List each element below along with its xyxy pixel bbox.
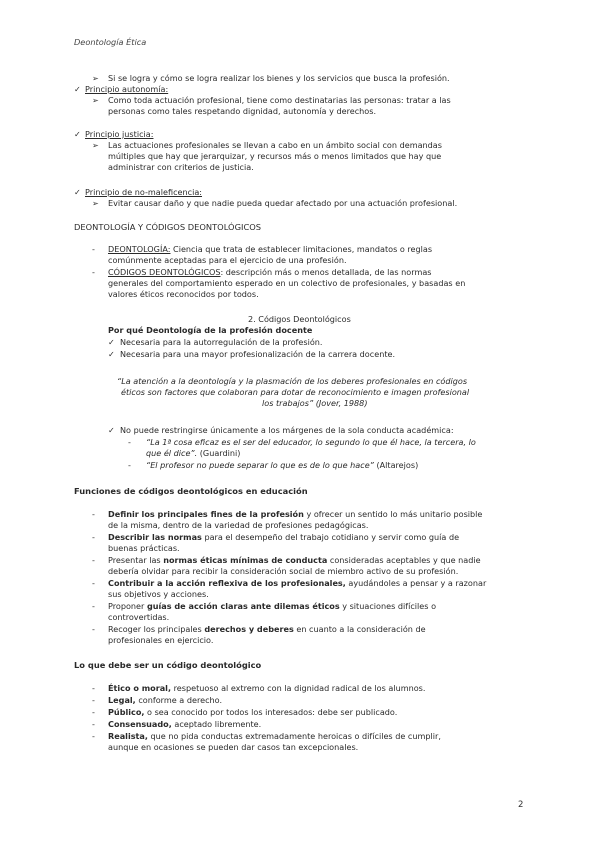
item-text: Recoger los principales bbox=[108, 624, 205, 634]
text-line: múltiples que hay que jerarquizar, y recursos más o menos limitados que hay que bbox=[108, 151, 442, 161]
definition-line bbox=[108, 267, 432, 278]
check-icon: ✓ bbox=[108, 349, 115, 359]
item-text: aceptado libremente. bbox=[171, 719, 262, 729]
text-line: Necesaria para la autorregulación de la profesión. bbox=[120, 337, 323, 347]
item-text: Proponer bbox=[108, 601, 147, 611]
dash-bullet-icon: - bbox=[128, 437, 131, 447]
dash-bullet-icon: - bbox=[92, 719, 95, 729]
list-item bbox=[108, 555, 481, 566]
item-text: ayudándoles a pensar y a razonar bbox=[345, 578, 487, 588]
check-icon: ✓ bbox=[74, 129, 81, 139]
citation-text: que él dice”. bbox=[146, 448, 198, 458]
text-line: buenas prácticas. bbox=[108, 543, 180, 553]
list-item bbox=[108, 624, 426, 635]
dash-bullet-icon: - bbox=[92, 578, 95, 588]
bold-text: normas éticas mínimas de conducta bbox=[163, 555, 328, 565]
item-text: y ofrecer un sentido lo más unitario posible bbox=[303, 509, 483, 519]
bold-text: Contribuir a la acción reflexiva de los profesionales, bbox=[108, 578, 346, 588]
subheading: Por qué Deontología de la profesión docente bbox=[108, 325, 313, 335]
check-icon: ✓ bbox=[108, 337, 115, 347]
citation-author: (Guardini) bbox=[197, 448, 241, 458]
principle-title: Principio autonomía: bbox=[85, 84, 169, 94]
definition-text: : descripción más o menos detallada, de las normas bbox=[220, 267, 432, 277]
page-header: Deontología Ética bbox=[74, 37, 147, 47]
dash-bullet-icon: - bbox=[92, 267, 95, 277]
check-icon: ✓ bbox=[108, 425, 115, 435]
bold-text: Realista, bbox=[108, 731, 148, 741]
text-line: Las actuaciones profesionales se llevan a cabo en un ámbito social con demandas bbox=[108, 140, 442, 150]
principle-title: Principio justicia: bbox=[85, 129, 154, 139]
bold-text: Público, bbox=[108, 707, 145, 717]
dash-bullet-icon: - bbox=[92, 244, 95, 254]
item-text: consideradas aceptables y que nadie bbox=[327, 555, 481, 565]
page-number: 2 bbox=[518, 800, 524, 810]
text-line: personas como tales respetando dignidad, autonomía y derechos. bbox=[108, 106, 377, 116]
text-line: valores éticos reconocidos por todos. bbox=[108, 289, 259, 299]
arrow-bullet-icon: ➢ bbox=[92, 73, 99, 83]
list-item bbox=[108, 707, 397, 718]
bold-text: Describir las normas bbox=[108, 532, 202, 542]
quote-line: los trabajos” (Jover, 1988) bbox=[262, 398, 368, 408]
definition-line bbox=[108, 244, 432, 255]
arrow-bullet-icon: ➢ bbox=[92, 140, 99, 150]
item-text: Presentar las bbox=[108, 555, 164, 565]
list-item bbox=[108, 695, 222, 706]
text-line: debería olvidar para recibir la consideración social de miembro activo de su profesión. bbox=[108, 566, 459, 576]
list-item bbox=[108, 731, 441, 742]
term: CÓDIGOS DEONTOLÓGICOS bbox=[108, 267, 221, 277]
citation-text: “El profesor no puede separar lo que es de lo que hace” bbox=[146, 460, 374, 470]
text-line: administrar con criterios de justicia. bbox=[108, 162, 254, 172]
quote-line: “La atención a la deontología y la plasmación de los deberes profesionales en códigos bbox=[117, 376, 468, 386]
dash-bullet-icon: - bbox=[92, 555, 95, 565]
item-text: en cuanto a la consideración de bbox=[293, 624, 426, 634]
bold-text: Legal, bbox=[108, 695, 136, 705]
text-line: controvertidas. bbox=[108, 612, 170, 622]
list-item bbox=[108, 601, 436, 612]
dash-bullet-icon: - bbox=[92, 707, 95, 717]
text-line: sus objetivos y acciones. bbox=[108, 589, 209, 599]
arrow-bullet-icon: ➢ bbox=[92, 95, 99, 105]
check-icon: ✓ bbox=[74, 84, 81, 94]
bold-text: Definir los principales fines de la profesión bbox=[108, 509, 304, 519]
text-line: Si se logra y cómo se logra realizar los bienes y los servicios que busca la profesión. bbox=[108, 73, 450, 83]
list-item bbox=[108, 509, 482, 520]
list-item bbox=[108, 578, 486, 589]
check-icon: ✓ bbox=[74, 187, 81, 197]
citation-author: (Altarejos) bbox=[373, 460, 419, 470]
text-line: comúnmente aceptadas para el ejercicio de una profesión. bbox=[108, 255, 347, 265]
quote-line: éticos son factores que colaboran para dotar de reconocimiento e imagen profesional bbox=[121, 387, 470, 397]
item-text: o sea conocido por todos los interesados: debe ser publicado. bbox=[144, 707, 398, 717]
item-text: respetuoso al extremo con la dignidad radical de los alumnos. bbox=[171, 683, 426, 693]
text-line: Como toda actuación profesional, tiene como destinatarias las personas: tratar a las bbox=[108, 95, 451, 105]
text-line: No puede restringirse únicamente a los márgenes de la sola conducta académica: bbox=[120, 425, 454, 435]
list-item bbox=[108, 683, 425, 694]
list-item bbox=[108, 532, 459, 543]
text-line: generales del comportamiento esperado en un colectivo de profesionales, y basadas en bbox=[108, 278, 466, 288]
section-title: Funciones de códigos deontológicos en educación bbox=[74, 486, 308, 496]
item-text: y situaciones difíciles o bbox=[339, 601, 437, 611]
arrow-bullet-icon: ➢ bbox=[92, 198, 99, 208]
item-text: para el desempeño del trabajo cotidiano y servir como guía de bbox=[201, 532, 460, 542]
dash-bullet-icon: - bbox=[128, 460, 131, 470]
dash-bullet-icon: - bbox=[92, 731, 95, 741]
item-text: conforme a derecho. bbox=[135, 695, 223, 705]
subsection-heading: 2. Códigos Deontológicos bbox=[248, 314, 351, 324]
dash-bullet-icon: - bbox=[92, 624, 95, 634]
definition-text: Ciencia que trata de establecer limitaciones, mandatos o reglas bbox=[170, 244, 433, 254]
section-title: DEONTOLOGÍA Y CÓDIGOS DEONTOLÓGICOS bbox=[74, 222, 262, 232]
citation-line: “La 1ª cosa eficaz es el ser del educador, lo segundo lo que él hace, la tercera, lo bbox=[146, 437, 476, 447]
dash-bullet-icon: - bbox=[92, 532, 95, 542]
bold-text: derechos y deberes bbox=[204, 624, 294, 634]
section-title: Lo que debe ser un código deontológico bbox=[74, 660, 262, 670]
bold-text: guías de acción claras ante dilemas éticos bbox=[146, 601, 340, 611]
list-item bbox=[108, 719, 261, 730]
bold-text: Ético o moral, bbox=[108, 683, 172, 693]
dash-bullet-icon: - bbox=[92, 601, 95, 611]
text-line: de la misma, dentro de la variedad de profesiones pedagógicas. bbox=[108, 520, 369, 530]
text-line: Necesaria para una mayor profesionalización de la carrera docente. bbox=[120, 349, 396, 359]
dash-bullet-icon: - bbox=[92, 509, 95, 519]
bold-text: Consensuado, bbox=[108, 719, 172, 729]
dash-bullet-icon: - bbox=[92, 683, 95, 693]
text-line: profesionales en ejercicio. bbox=[108, 635, 214, 645]
dash-bullet-icon: - bbox=[92, 695, 95, 705]
text-line: aunque en ocasiones se pueden dar casos tan excepcionales. bbox=[108, 742, 359, 752]
term: DEONTOLOGÍA: bbox=[108, 244, 171, 254]
item-text: que no pida conductas extremadamente heroicas o difíciles de cumplir, bbox=[147, 731, 441, 741]
citation-line bbox=[146, 448, 240, 459]
text-line: Evitar causar daño y que nadie pueda quedar afectado por una actuación profesional. bbox=[108, 198, 458, 208]
citation-line bbox=[146, 460, 418, 471]
principle-title: Principio de no-maleficencia: bbox=[85, 187, 203, 197]
